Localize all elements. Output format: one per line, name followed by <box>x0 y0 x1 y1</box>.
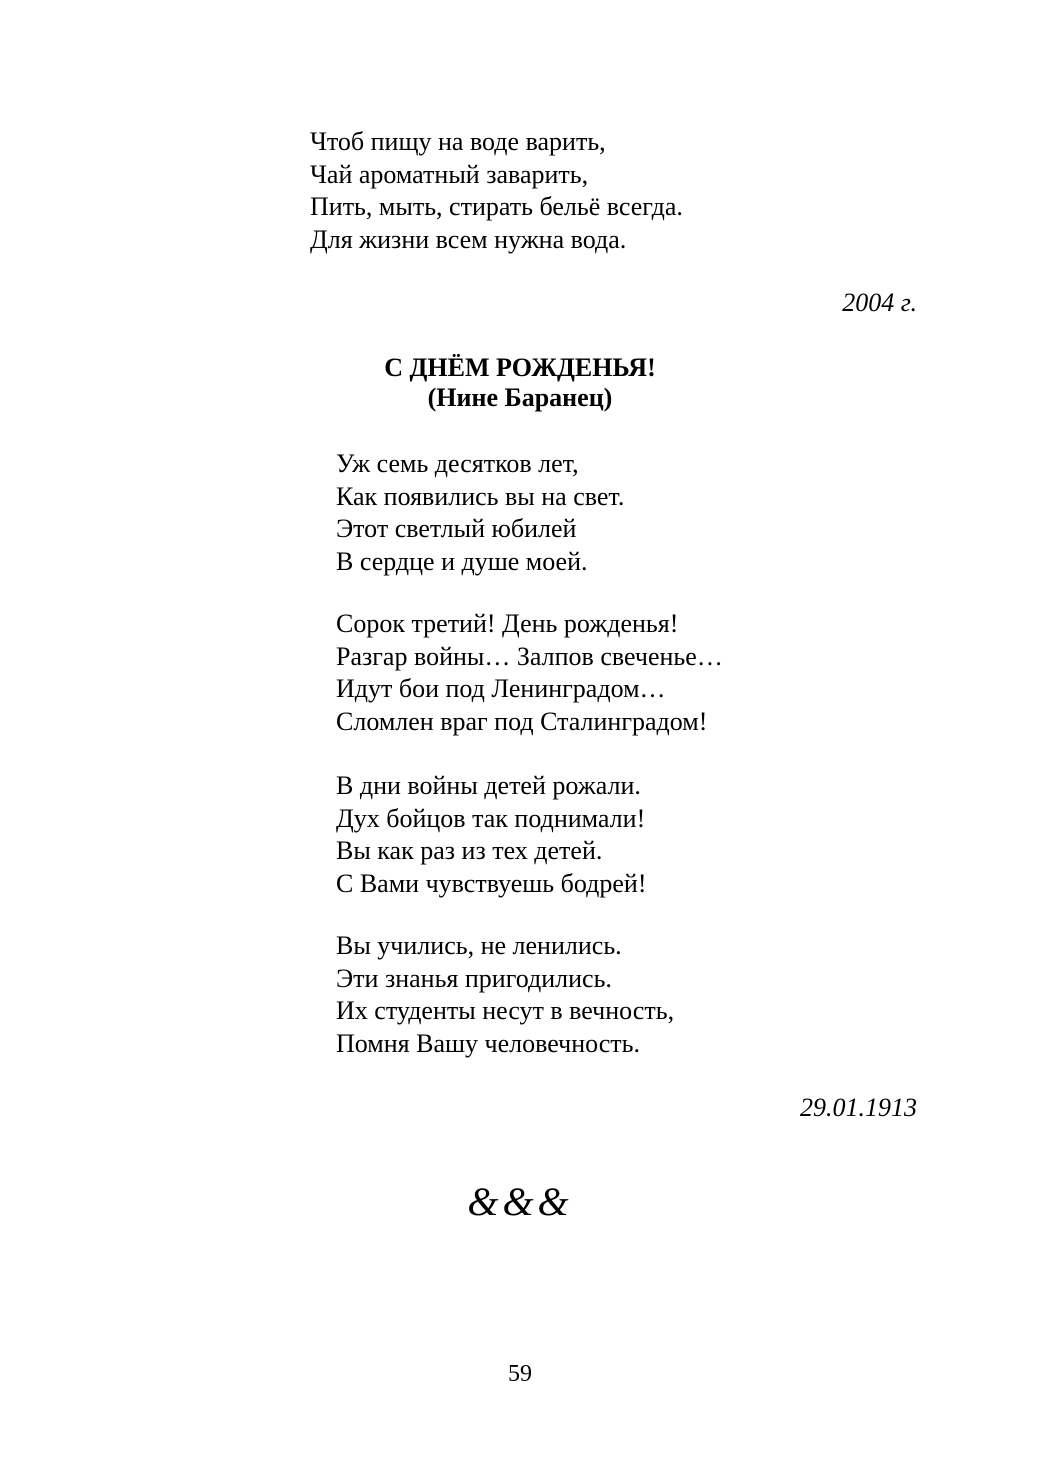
poem2-stanza-3 <box>336 770 646 900</box>
poem-line: Вы учились, не ленились. <box>336 931 622 960</box>
poem-line: Разгар войны… Залпов свеченье… <box>336 641 723 671</box>
poem-line: Эти знанья пригодились. <box>336 963 612 993</box>
poem-line: Чтоб пищу на воде варить, <box>310 127 606 156</box>
poem1-stanza <box>310 126 683 256</box>
poem2-stanza-1 <box>336 448 624 578</box>
poem2-date: 29.01.1913 <box>800 1093 917 1122</box>
poem-line: Их студенты несут в вечность, <box>336 996 675 1025</box>
section-divider-ornament: &&& <box>467 1179 573 1224</box>
poem1-date: 2004 г. <box>842 288 917 317</box>
poem-line: Идут бои под Ленинградом… <box>336 674 666 703</box>
page-number: 59 <box>508 1361 532 1387</box>
poem-line: Этот светлый юбилей <box>336 514 577 543</box>
poem-line: Дух бойцов так поднимали! <box>336 803 646 833</box>
poem-line: Сорок третий! День рожденья! <box>336 609 679 638</box>
poem-line: Помня Вашу человечность. <box>336 1028 641 1058</box>
poem2-stanza-2 <box>336 608 723 738</box>
poem-line: В сердце и душе моей. <box>336 546 588 576</box>
poem-line: Вы как раз из тех детей. <box>336 836 603 865</box>
poem-line: Пить, мыть, стирать бельё всегда. <box>310 192 683 221</box>
poem-line: С Вами чувствуешь бодрей! <box>336 868 647 898</box>
poem-line: Как появились вы на свет. <box>336 481 625 511</box>
poem-line: Чай ароматный заварить, <box>310 159 589 189</box>
poem-dedication: (Нине Баранец) <box>427 383 613 412</box>
poem2-stanza-4 <box>336 930 674 1060</box>
poem-line: В дни войны детей рожали. <box>336 771 641 800</box>
poem-line: Уж семь десятков лет, <box>336 449 579 478</box>
poem-line: Сломлен враг под Сталинградом! <box>336 706 708 736</box>
poem2-heading <box>0 353 1040 413</box>
poem-title: С ДНЁМ РОЖДЕНЬЯ! <box>384 353 656 382</box>
poem-line: Для жизни всем нужна вода. <box>310 224 627 254</box>
